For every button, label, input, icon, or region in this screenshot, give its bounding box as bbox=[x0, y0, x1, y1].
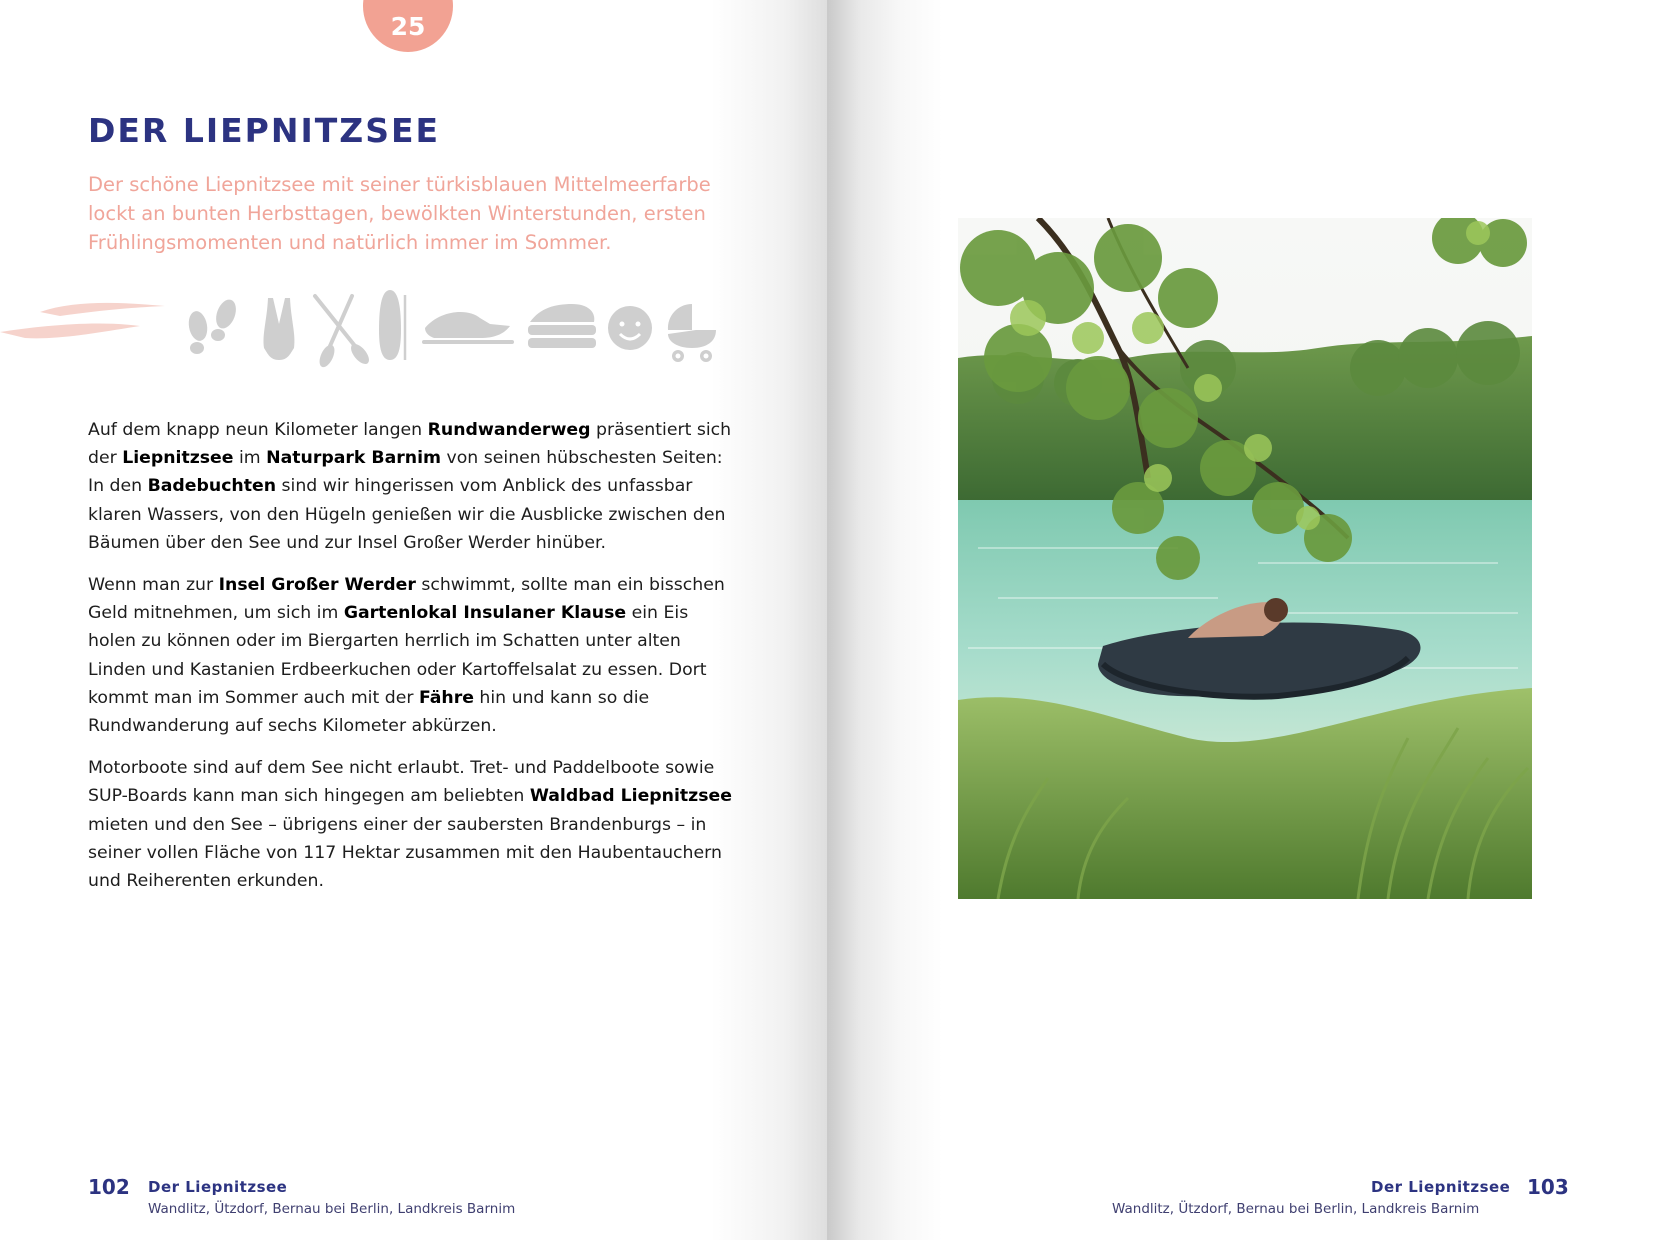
text-run: ein Eis holen zu können oder im Biergarten herrlich im Schatten unter alten Linden und Kastanien Erdbeerkuchen oder Kartoffelsalat zu essen. Dort kommt man im Sommer auch mit der bbox=[88, 603, 707, 708]
sandwich-icon bbox=[528, 304, 596, 348]
activity-icons-row bbox=[0, 290, 740, 370]
body-text bbox=[88, 416, 738, 909]
stroller-icon bbox=[668, 304, 716, 362]
text-run: schwimmt, sollte man ein bisschen Geld mitnehmen, um sich im bbox=[88, 575, 725, 624]
text-run: Motorboote sind auf dem See nicht erlaubt. Tret- und Paddelboote sowie SUP-Boards kann man sich hingegen am beliebten bbox=[88, 758, 715, 807]
highlighted-term: Fähre bbox=[418, 687, 474, 708]
footer-title-right: Der Liepnitzsee bbox=[1371, 1178, 1511, 1196]
paragraph-1 bbox=[88, 416, 738, 557]
wave-decoration-icon bbox=[0, 303, 165, 338]
boat-icon bbox=[422, 312, 514, 344]
page-number-right: 103 bbox=[1527, 1175, 1569, 1199]
chapter-number-badge: 25 bbox=[363, 0, 453, 52]
footer-location-right: Wandlitz, Ützdorf, Bernau bei Berlin, Landkreis Barnim bbox=[1112, 1201, 1480, 1217]
text-run: Auf dem knapp neun Kilometer langen bbox=[88, 420, 428, 440]
text-run: im bbox=[233, 448, 267, 469]
right-page bbox=[827, 0, 1654, 1240]
sup-board-icon bbox=[379, 290, 405, 360]
hiking-footprints-icon bbox=[187, 297, 240, 354]
highlighted-term: Liepnitzsee bbox=[122, 448, 234, 469]
page-title: DER LIEPNITZSEE bbox=[88, 111, 441, 150]
text-run: präsentiert sich der bbox=[88, 420, 732, 469]
text-run: sind wir hingerissen vom Anblick des unfassbar klaren Wassers, von den Hügeln genießen wir die Ausblicke zwischen den Bäumen über den See und zur Insel Großer Werder hinüber. bbox=[88, 476, 726, 553]
text-run: von seinen hübschesten Seiten: In den bbox=[88, 448, 723, 497]
highlighted-term: Insel Großer Werder bbox=[218, 575, 416, 596]
paragraph-3 bbox=[88, 754, 738, 895]
highlighted-term: Badebuchten bbox=[147, 476, 277, 497]
page-number-left: 102 bbox=[88, 1175, 130, 1199]
child-face-icon bbox=[608, 306, 652, 350]
lake-photo bbox=[958, 218, 1532, 899]
text-run: mieten und den See – übrigens einer der saubersten Brandenburgs – in seiner vollen Fläche von 117 Hektar zusammen mit den Haubentauchern und Reiherenten erkunden. bbox=[88, 814, 722, 892]
highlighted-term: Waldbad Liepnitzsee bbox=[529, 786, 732, 807]
text-run: Wenn man zur bbox=[88, 575, 219, 596]
text-run: hin und kann so die Rundwanderung auf sechs Kilometer abkürzen. bbox=[88, 687, 650, 737]
footer-location-left: Wandlitz, Ützdorf, Bernau bei Berlin, Landkreis Barnim bbox=[148, 1201, 516, 1217]
highlighted-term: Rundwanderweg bbox=[427, 420, 591, 440]
intro-text: Der schöne Liepnitzsee mit seiner türkisblauen Mittelmeerfarbe lockt an bunten Herbsttagen, bewölkten Winterstunden, ersten Frühlingsmomenten und natürlich immer im Sommer. bbox=[88, 173, 711, 254]
highlighted-term: Gartenlokal Insulaner Klause bbox=[343, 603, 627, 624]
footer-title-left: Der Liepnitzsee bbox=[148, 1178, 288, 1196]
paddles-icon bbox=[315, 296, 372, 369]
paragraph-2 bbox=[88, 571, 738, 740]
highlighted-term: Naturpark Barnim bbox=[266, 448, 442, 469]
swimsuit-icon bbox=[264, 298, 295, 360]
